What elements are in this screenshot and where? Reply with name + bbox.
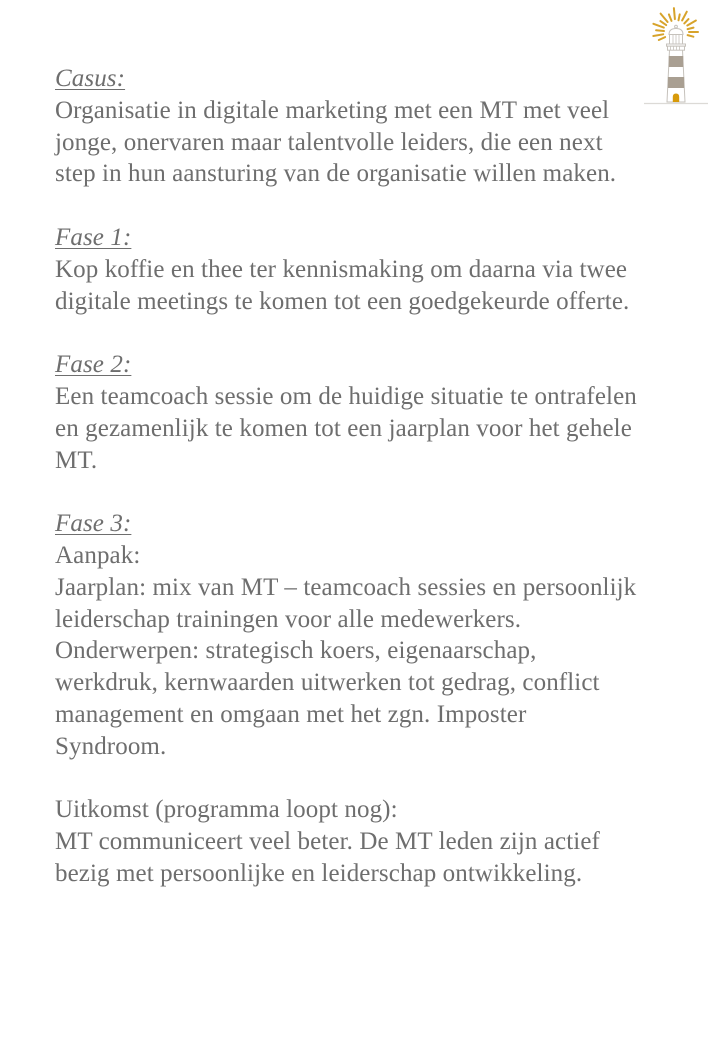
text-line: management en omgaan met het zgn. Imposter <box>55 700 527 728</box>
section-heading: Uitkomst (programma loopt nog): <box>55 796 398 824</box>
text-line: bezig met persoonlijke en leiderschap ontwikkeling. <box>55 859 583 887</box>
text-line: jonge, onervaren maar talentvolle leiders, die een next <box>55 128 603 156</box>
text-line: step in hun aansturing van de organisatie willen maken. <box>55 160 617 188</box>
text-line: Jaarplan: mix van MT – teamcoach sessies en persoonlijk <box>55 573 637 601</box>
text-line: digitale meetings te komen tot een goedgekeurde offerte. <box>55 287 630 315</box>
text-line: Organisatie in digitale marketing met een MT met veel <box>55 96 610 124</box>
text-line: werkdruk, kernwaarden uitwerken tot gedrag, conflict <box>55 669 600 697</box>
section <box>55 508 695 762</box>
text-line: en gezamenlijk te komen tot een jaarplan voor het gehele <box>55 414 632 442</box>
text-line: leiderschap trainingen voor alle medewerkers. <box>55 605 522 633</box>
section-heading: Fase 1: <box>55 223 132 251</box>
section <box>55 63 695 190</box>
text-line: Aanpak: <box>55 541 141 569</box>
text-line: Onderwerpen: strategisch koers, eigenaarschap, <box>55 637 537 665</box>
section-heading: Fase 3: <box>55 510 132 538</box>
text-line: Syndroom. <box>55 732 167 760</box>
text-line: MT. <box>55 446 98 474</box>
section <box>55 349 695 476</box>
document-body <box>55 63 695 890</box>
section <box>55 222 695 317</box>
text-line: Kop koffie en thee ter kennismaking om daarna via twee <box>55 255 628 283</box>
section <box>55 794 695 889</box>
text-line: Een teamcoach sessie om de huidige situatie te ontrafelen <box>55 382 637 410</box>
text-line: MT communiceert veel beter. De MT leden zijn actief <box>55 828 600 856</box>
section-heading: Fase 2: <box>55 351 132 379</box>
section-heading: Casus: <box>55 65 126 92</box>
